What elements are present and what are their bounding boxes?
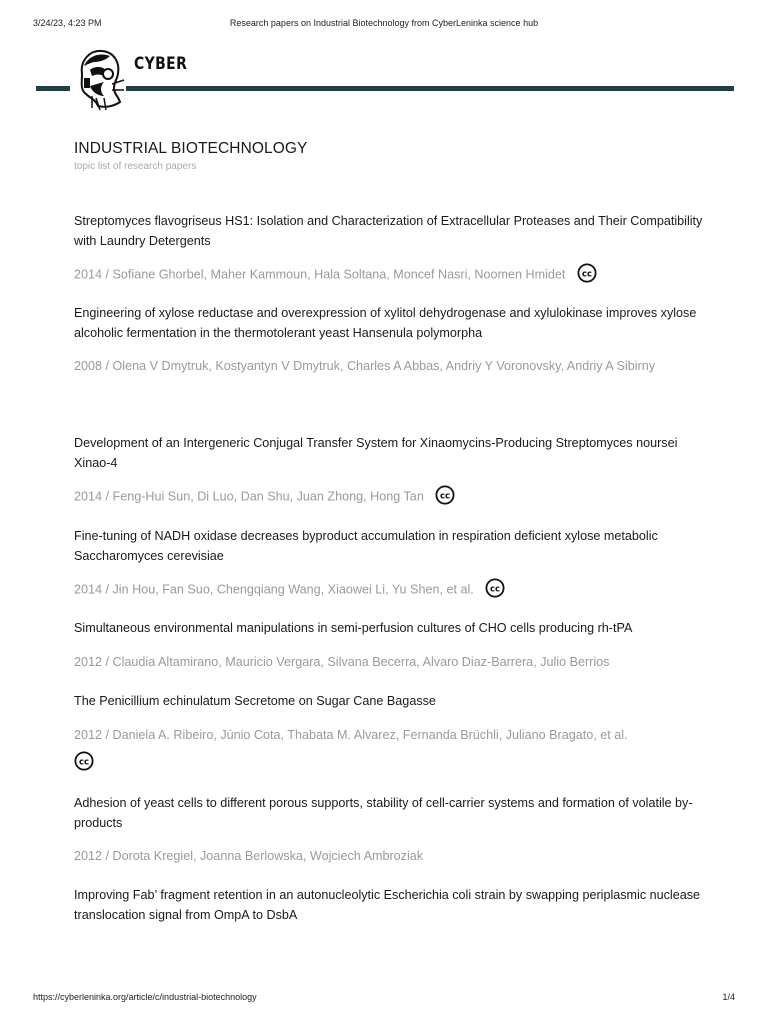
- print-url: https://cyberleninka.org/article/c/industrial-biotechnology: [33, 992, 257, 1002]
- svg-text:cc: cc: [440, 491, 451, 502]
- print-footer: [33, 992, 735, 1006]
- header-bar: [36, 86, 734, 91]
- cyberleninka-logo-icon[interactable]: [70, 44, 126, 112]
- paper-item: [74, 619, 704, 672]
- svg-text:cc: cc: [490, 584, 501, 595]
- paper-year-authors: 2012 / Claudia Altamirano, Mauricio Vergara, Silvana Becerra, Alvaro Diaz-Barrera, Julio Berrios: [74, 654, 610, 669]
- creative-commons-icon[interactable]: [74, 751, 94, 771]
- print-date: 3/24/23, 4:23 PM: [33, 18, 102, 28]
- paper-year-authors: 2014 / Feng-Hui Sun, Di Luo, Dan Shu, Juan Zhong, Hong Tan: [74, 489, 424, 504]
- paper-item: [74, 886, 704, 925]
- paper-year-authors: 2014 / Sofiane Ghorbel, Maher Kammoun, Hala Soltana, Moncef Nasri, Noomen Hmidet: [74, 267, 566, 282]
- paper-meta: [74, 653, 704, 673]
- paper-title-link[interactable]: Development of an Intergeneric Conjugal Transfer System for Xinaomycins-Producing Streptomyces noursei Xinao-4: [74, 436, 678, 470]
- svg-text:cc: cc: [581, 269, 592, 280]
- paper-meta: [74, 357, 704, 377]
- paper-title-link[interactable]: The Penicillium echinulatum Secretome on Sugar Cane Bagasse: [74, 694, 436, 708]
- paper-title-link[interactable]: Engineering of xylose reductase and overexpression of xylitol dehydrogenase and xylulokinase improves xylose alcoholic fermentation in the thermotolerant yeast Hansenula polymorpha: [74, 306, 697, 340]
- paper-year-authors: 2014 / Jin Hou, Fan Suo, Chengqiang Wang, Xiaowei Li, Yu Shen, et al.: [74, 582, 474, 597]
- creative-commons-icon[interactable]: [577, 263, 597, 283]
- print-document-title: Research papers on Industrial Biotechnology from CyberLeninka science hub: [229, 18, 539, 28]
- print-header: [33, 18, 735, 32]
- paper-year-authors: 2012 / Daniela A. Ribeiro, Júnio Cota, Thabata M. Alvarez, Fernanda Brüchli, Juliano Bragato, et al.: [74, 727, 628, 742]
- paper-item: [74, 794, 704, 867]
- paper-item: [74, 304, 704, 377]
- print-page-number: 1/4: [722, 992, 735, 1002]
- topic-heading: [74, 140, 714, 172]
- page-title: INDUSTRIAL BIOTECHNOLOGY: [74, 140, 308, 157]
- paper-meta: [74, 487, 704, 507]
- paper-item: [74, 434, 704, 507]
- page-subtitle: topic list of research papers: [74, 161, 197, 172]
- paper-item: [74, 212, 704, 285]
- paper-item: [74, 527, 704, 600]
- logo-text[interactable]: CYBER: [134, 54, 188, 74]
- paper-item: [74, 692, 704, 773]
- paper-year-authors: 2008 / Olena V Dmytruk, Kostyantyn V Dmytruk, Charles A Abbas, Andriy Y Voronovsky, Andriy A Sibirny: [74, 359, 655, 373]
- creative-commons-icon[interactable]: [485, 578, 505, 598]
- paper-meta: [74, 847, 704, 867]
- paper-meta: [74, 726, 704, 774]
- paper-title-link[interactable]: Adhesion of yeast cells to different porous supports, stability of cell-carrier systems and formation of volatile by-products: [74, 796, 693, 830]
- paper-meta: [74, 580, 704, 600]
- paper-title-link[interactable]: Streptomyces flavogriseus HS1: Isolation and Characterization of Extracellular Proteases and Their Compatibility with Laundry Detergents: [74, 214, 703, 248]
- creative-commons-icon[interactable]: [435, 485, 455, 505]
- svg-text:cc: cc: [78, 757, 90, 768]
- paper-meta: [74, 265, 704, 285]
- paper-year-authors: 2012 / Dorota Kregiel, Joanna Berlowska, Wojciech Ambroziak: [74, 849, 424, 863]
- site-header: [36, 44, 734, 112]
- paper-title-link[interactable]: Simultaneous environmental manipulations in semi-perfusion cultures of CHO cells producing rh-tPA: [74, 621, 633, 635]
- paper-title-link[interactable]: Improving Fab’ fragment retention in an autonucleolytic Escherichia coli strain by swapping periplasmic nuclease translocation signal from OmpA to DsbA: [74, 888, 701, 922]
- paper-title-link[interactable]: Fine-tuning of NADH oxidase decreases byproduct accumulation in respiration deficient xylose metabolic Saccharomyces cerevisiae: [74, 529, 658, 563]
